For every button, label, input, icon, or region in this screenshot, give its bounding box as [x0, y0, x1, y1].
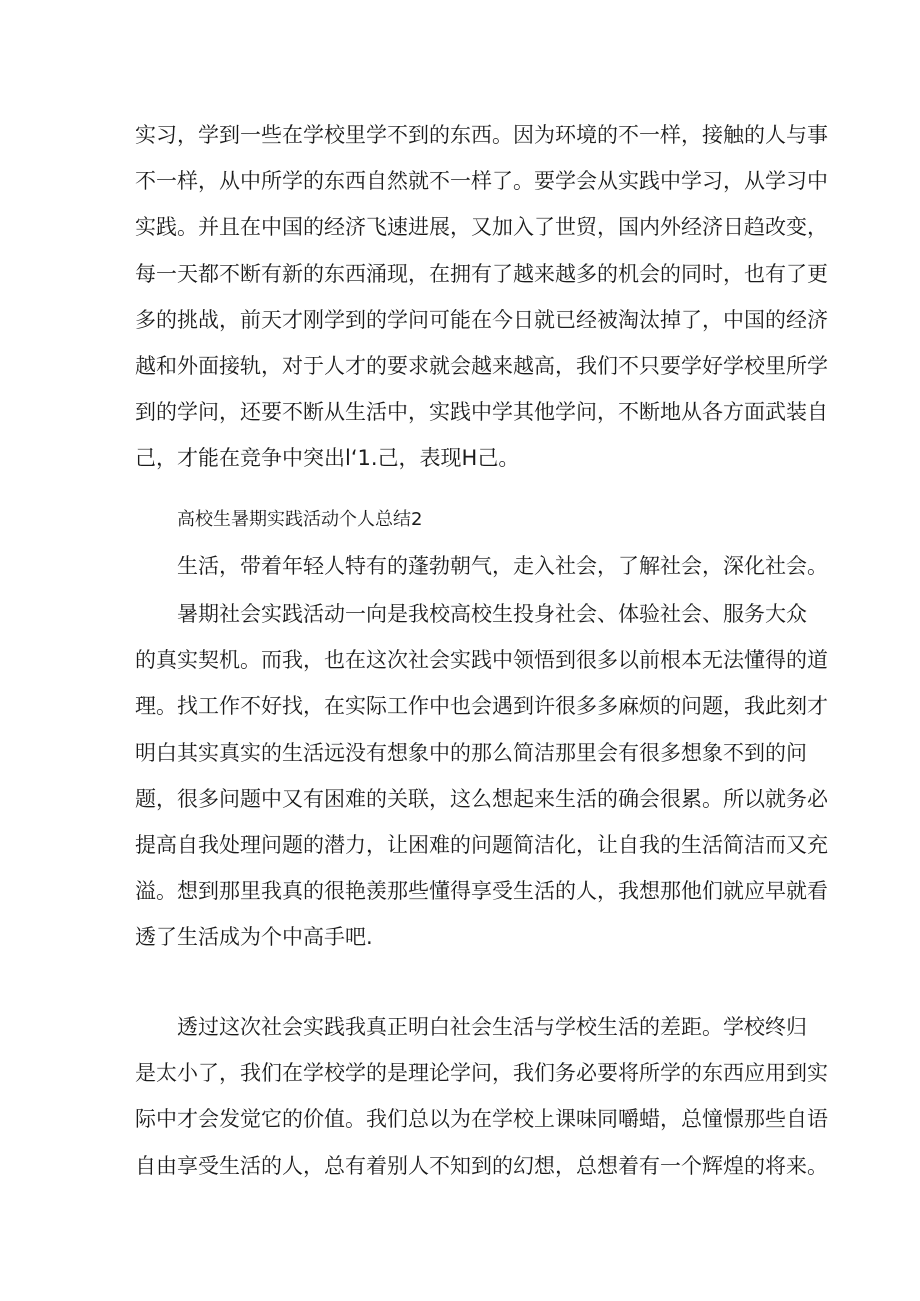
text-line: 透了生活成为个中高手吧.: [135, 925, 373, 950]
text-line: 越和外面接轨，对于人才的要求就会越来越高，我们不只要学好学校里所学: [135, 354, 828, 379]
text-line: 溢。想到那里我真的很艳羡那些懂得享受生活的人，我想那他们就应早就看: [135, 879, 828, 904]
paragraph-conclusion: [135, 1004, 828, 1189]
text-line: 实习，学到一些在学校里学不到的东西。因为环境的不一样，接触的人与事: [135, 123, 828, 147]
text-line: 己，才能在竞争中突出l‘1.己，表现H己。: [135, 446, 520, 471]
text-line: 明白其实真实的生活远没有想象中的那么简洁那里会有很多想象不到的问: [135, 740, 807, 765]
text-line: 实践。并且在中国的经济飞速进展，又加入了世贸，国内外经济日趋改变，: [135, 215, 828, 240]
text-line: 提高自我处理问题的潜力，让困难的问题简洁化，让自我的生活简洁而又充: [135, 833, 828, 858]
paragraph-intro: [135, 543, 828, 589]
text-line: 是太小了，我们在学校学的是理论学问，我们务必要将所学的东西应用到实: [135, 1061, 828, 1086]
text-line: 自由享受生活的人，总有着别人不知到的幻想，总想着有一个辉煌的将来。: [135, 1153, 828, 1178]
text-line: 暑期社会实践活动一向是我校高校生投身社会、体验社会、服务大众: [177, 602, 807, 626]
text-line: 理。找工作不好找，在实际工作中也会遇到许很多多麻烦的问题，我此刻才: [135, 694, 828, 719]
text-line: 题，很多问题中又有困难的关联，这么想起来生活的确会很累。所以就务必: [135, 786, 828, 811]
text-line: 生活，带着年轻人特有的蓬勃朝气，走入社会，了解社会，深化社会。: [177, 554, 828, 578]
section-heading: 高校生暑期实践活动个人总结2: [177, 509, 423, 530]
text-line: 透过这次社会实践我真正明白社会生活与学校生活的差距。学校终归: [177, 1015, 807, 1039]
text-line: 到的学问，还要不断从生活中，实践中学其他学问，不断地从各方面武装自: [135, 400, 828, 425]
text-line: 的真实契机。而我，也在这次社会实践中领悟到很多以前根本无法懂得的道: [135, 648, 828, 673]
text-line: 每一天都不断有新的东西涌现，在拥有了越来越多的机会的同时，也有了更: [135, 261, 828, 286]
paragraph-body: [135, 591, 828, 961]
text-line: 不一样，从中所学的东西自然就不一样了。要学会从实践中学习，从学习中: [135, 169, 828, 194]
text-line: 多的挑战，前天才刚学到的学问可能在今日就已经被淘汰掉了，中国的经济: [135, 307, 828, 332]
paragraph-continued: [135, 112, 828, 482]
text-line: 际中才会发觉它的价值。我们总以为在学校上课味同嚼蜡，总憧憬那些自语: [135, 1107, 828, 1132]
